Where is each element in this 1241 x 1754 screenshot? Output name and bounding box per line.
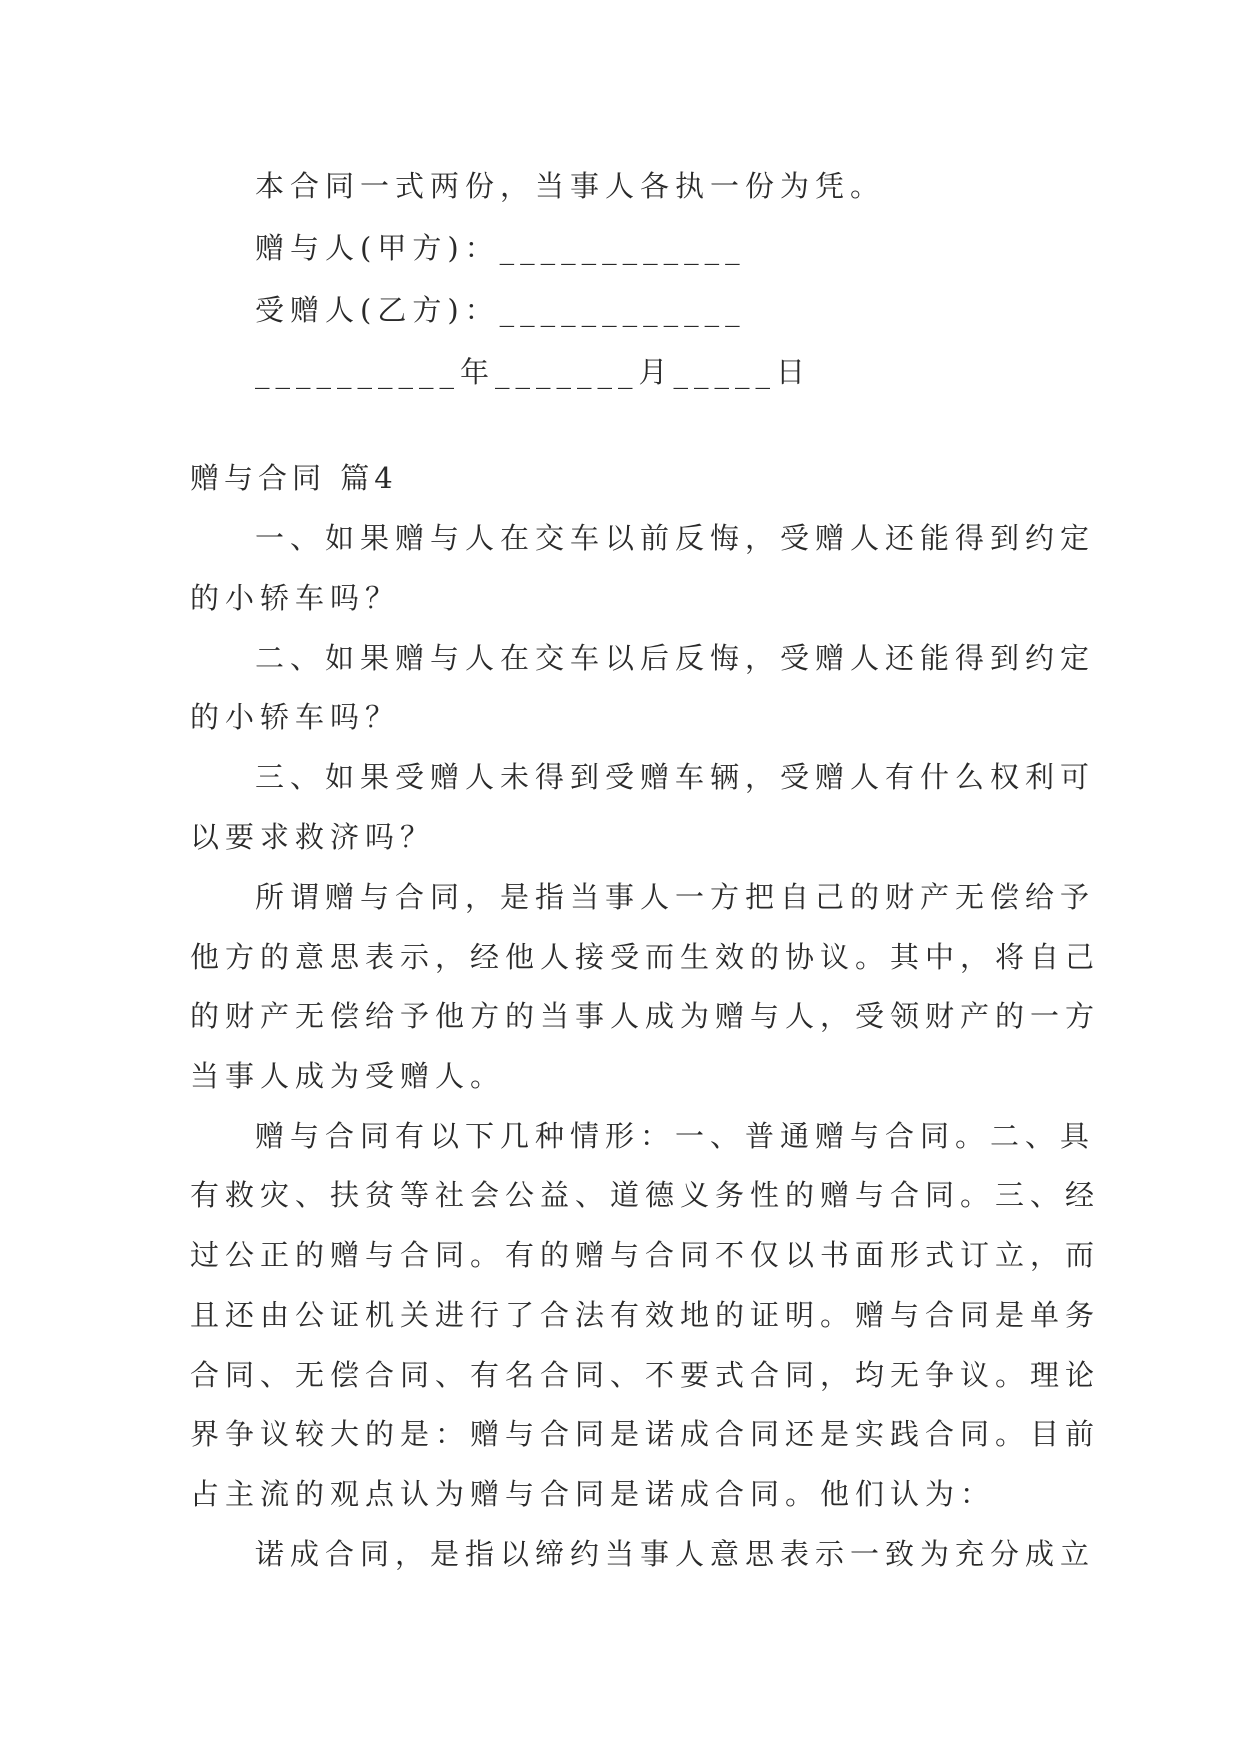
types-line-2: 有救灾、扶贫等社会公益、道德义务性的赠与合同。三、经 — [190, 1178, 1101, 1212]
types-line-4: 且还由公证机关进行了合法有效地的证明。赠与合同是单务 — [190, 1298, 1101, 1332]
consensual-contract-line-1: 诺成合同，是指以缔约当事人意思表示一致为充分成立 — [255, 1537, 1096, 1571]
donor-signature-line: 赠与人(甲方)：____________ — [255, 231, 746, 265]
date-line: __________年_______月_____日 — [255, 355, 812, 389]
question-1-line-1: 一、如果赠与人在交车以前反悔，受赠人还能得到约定 — [255, 521, 1096, 555]
definition-line-1: 所谓赠与合同，是指当事人一方把自己的财产无偿给予 — [255, 880, 1096, 914]
donee-signature-line: 受赠人(乙方)：____________ — [255, 293, 746, 327]
types-line-1: 赠与合同有以下几种情形：一、普通赠与合同。二、具 — [255, 1119, 1096, 1153]
question-2-line-2: 的小轿车吗？ — [190, 700, 401, 734]
definition-line-3: 的财产无偿给予他方的当事人成为赠与人，受领财产的一方 — [190, 999, 1101, 1033]
definition-line-2: 他方的意思表示，经他人接受而生效的协议。其中，将自己 — [190, 940, 1101, 974]
section-heading: 赠与合同 篇4 — [190, 461, 398, 495]
question-1-line-2: 的小轿车吗？ — [190, 581, 401, 615]
types-line-5: 合同、无偿合同、有名合同、不要式合同，均无争议。理论 — [190, 1358, 1101, 1392]
question-3-line-2: 以要求救济吗？ — [190, 820, 436, 854]
definition-line-4: 当事人成为受赠人。 — [190, 1059, 506, 1093]
types-line-3: 过公正的赠与合同。有的赠与合同不仅以书面形式订立，而 — [190, 1238, 1101, 1272]
question-2-line-1: 二、如果赠与人在交车以后反悔，受赠人还能得到约定 — [255, 641, 1096, 675]
types-line-7: 占主流的观点认为赠与合同是诺成合同。他们认为： — [190, 1477, 996, 1511]
closing-copies-line: 本合同一式两份，当事人各执一份为凭。 — [255, 169, 886, 203]
question-3-line-1: 三、如果受赠人未得到受赠车辆，受赠人有什么权利可 — [255, 760, 1096, 794]
types-line-6: 界争议较大的是：赠与合同是诺成合同还是实践合同。目前 — [190, 1417, 1101, 1451]
